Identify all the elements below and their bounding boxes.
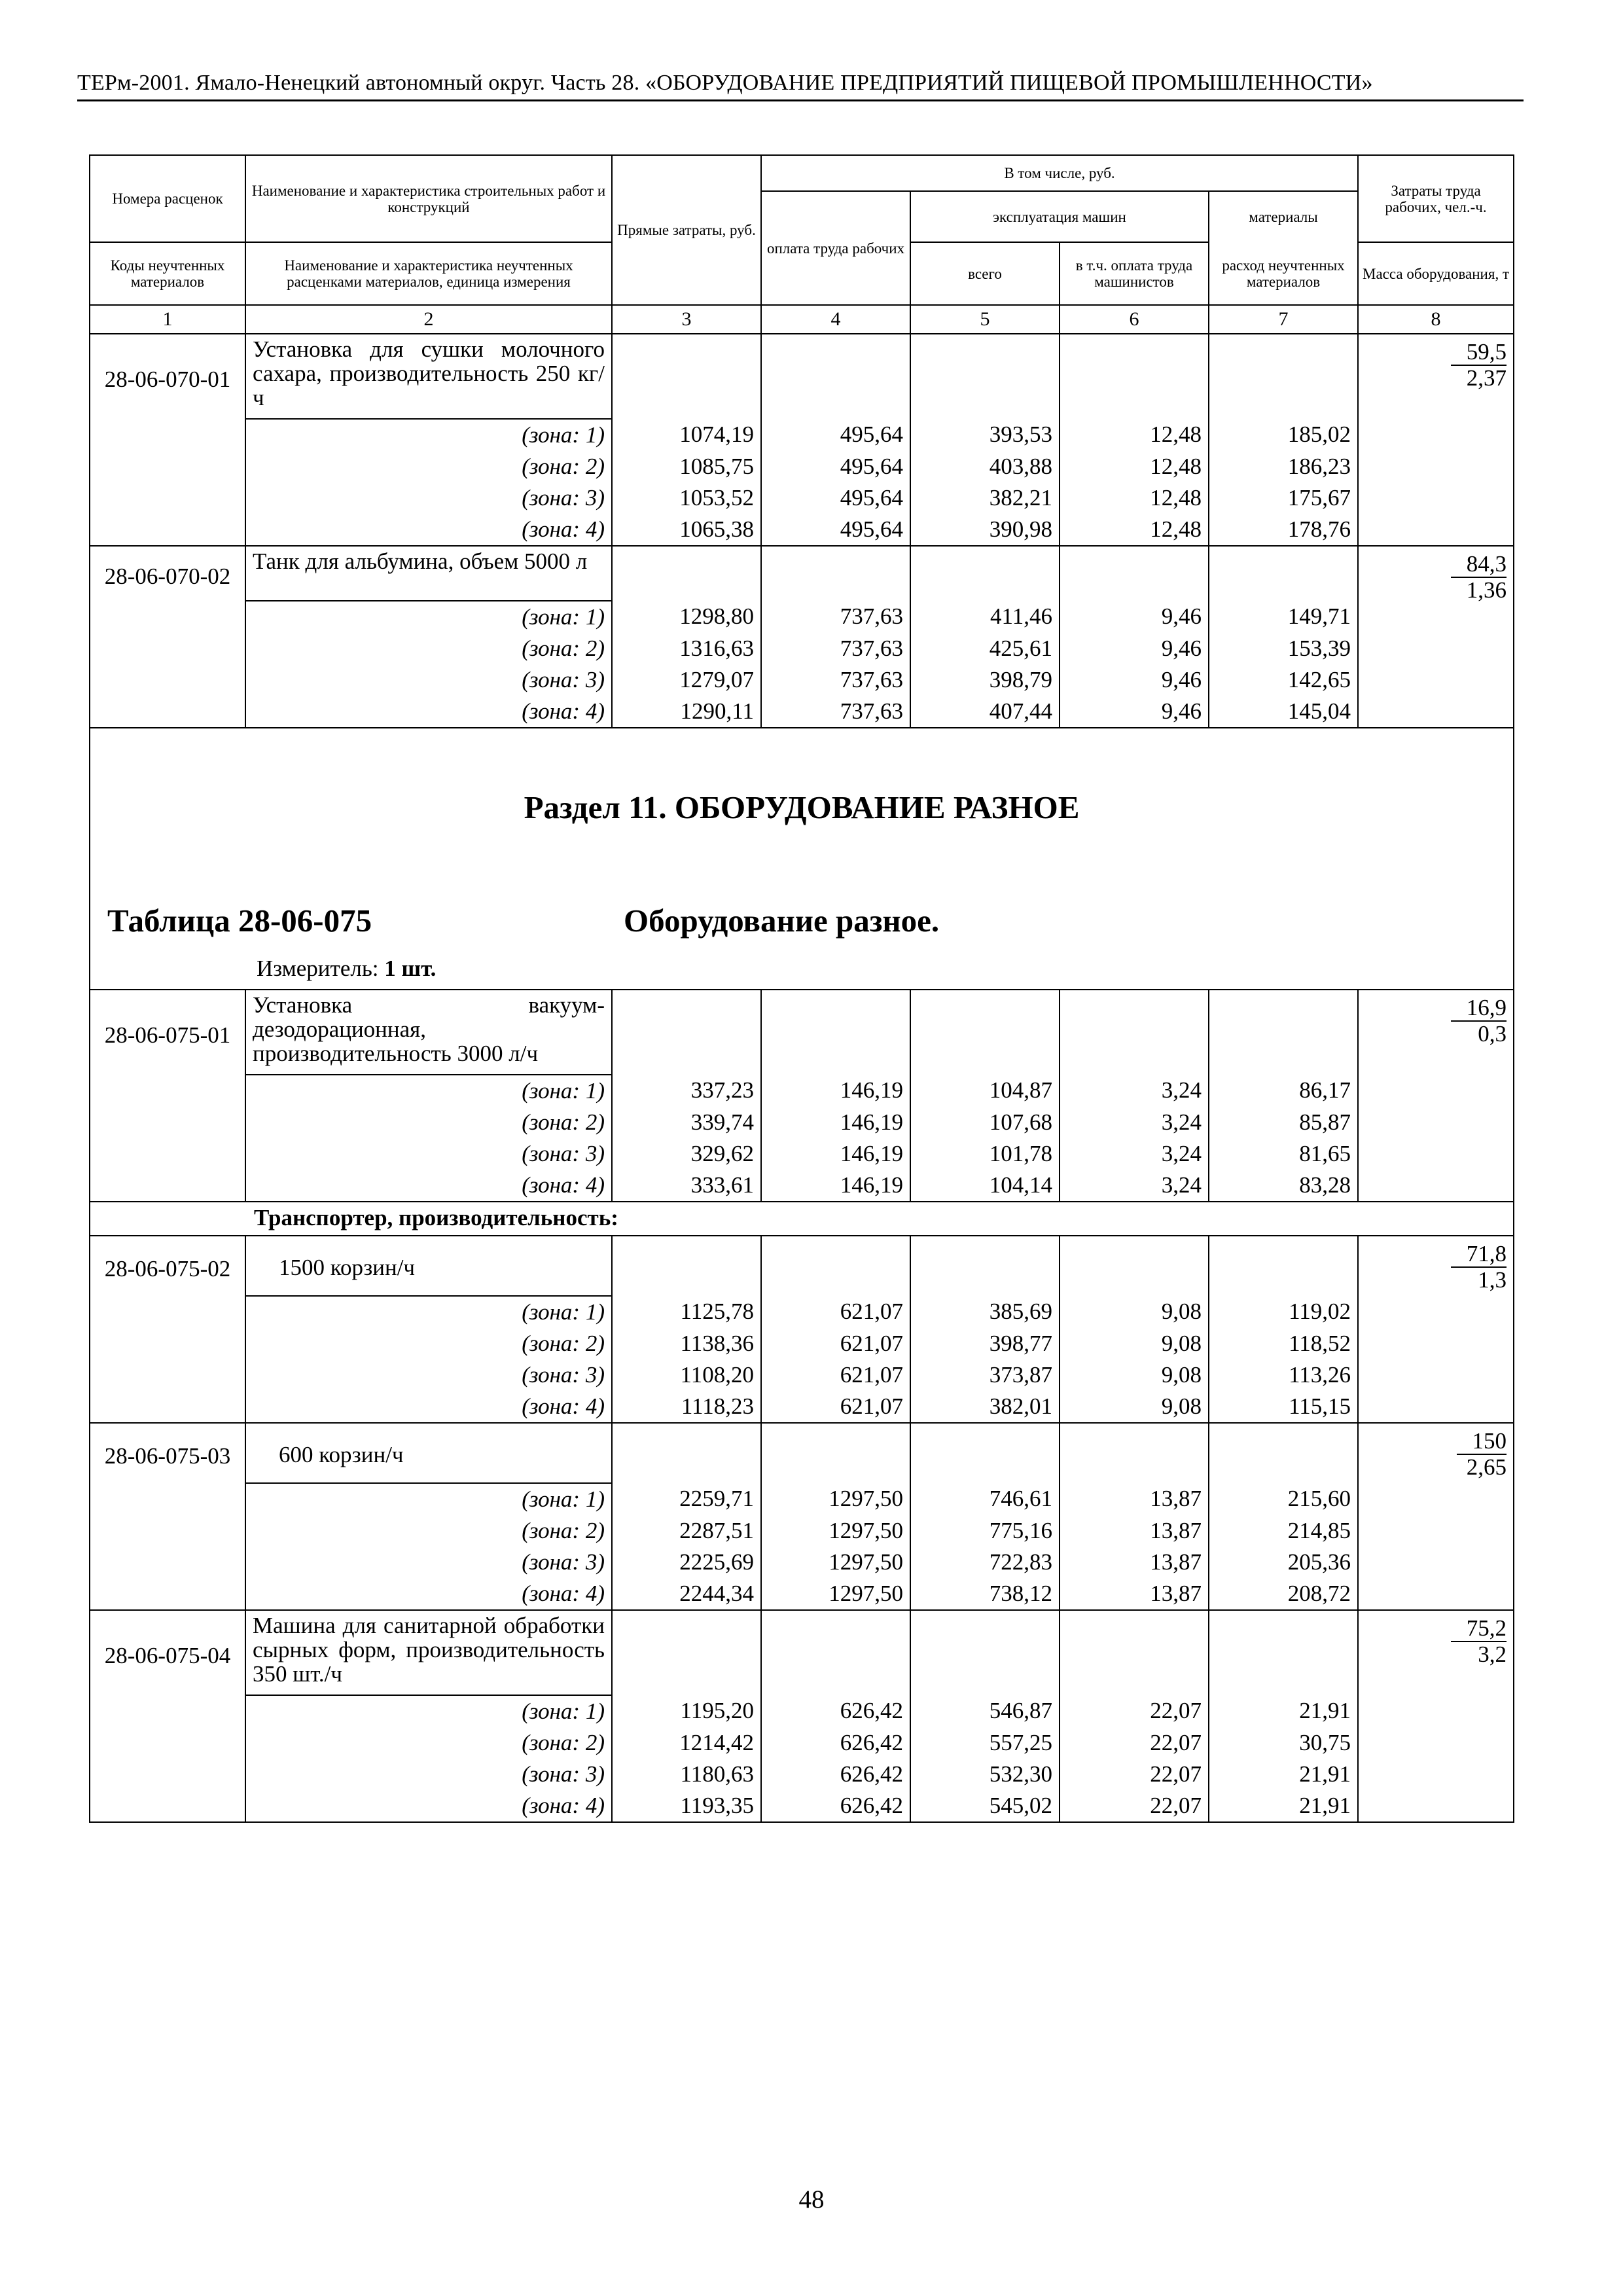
zone-row (90, 633, 1514, 664)
zone-machines-value: 557,25 (910, 1727, 1060, 1759)
zone-row (90, 1759, 1514, 1790)
zone-materials-value: 186,23 (1209, 451, 1358, 482)
rate-blank-cell (612, 334, 761, 419)
rate-blank-cell (1209, 1236, 1358, 1296)
zone-machines-value: 398,79 (910, 664, 1060, 696)
labor-mass-fraction (1457, 1429, 1507, 1480)
zone-wages-value: 626,42 (761, 1727, 910, 1759)
zone-row (90, 1359, 1514, 1391)
zone-label: (зона: 2) (245, 451, 612, 482)
header-material-names: Наименование и характеристика неучтенных расценками материалов, единица измерения (245, 242, 612, 305)
zone-machine-wages-value: 12,48 (1060, 514, 1209, 546)
zone-row (90, 696, 1514, 728)
zone-materials-value: 118,52 (1209, 1328, 1358, 1359)
zone-wages-value: 626,42 (761, 1790, 910, 1822)
zone-wages-value: 495,64 (761, 419, 910, 451)
rate-blank-cell (1060, 546, 1209, 601)
zone-direct-value: 2287,51 (612, 1515, 761, 1547)
zone-machines-value: 104,14 (910, 1170, 1060, 1202)
rate-blank-cell (1060, 1610, 1209, 1695)
zone-materials-value: 185,02 (1209, 419, 1358, 451)
zone-row (90, 1695, 1514, 1727)
rate-blank-cell (1060, 1423, 1209, 1483)
column-number: 2 (245, 305, 612, 334)
rate-name: Танк для альбумина, объем 5000 л (245, 546, 612, 601)
zone-machine-wages-value: 13,87 (1060, 1515, 1209, 1547)
zone-row (90, 482, 1514, 514)
zone-direct-value: 2259,71 (612, 1483, 761, 1515)
zone-machines-value: 373,87 (910, 1359, 1060, 1391)
zone-wages-value: 1297,50 (761, 1578, 910, 1610)
zone-machines-value: 425,61 (910, 633, 1060, 664)
zone-materials-value: 175,67 (1209, 482, 1358, 514)
table-label: Таблица 28-06-075 (107, 903, 372, 939)
zone-machine-wages-value: 22,07 (1060, 1727, 1209, 1759)
header-materials-consumption: расход неучтенных материалов (1209, 242, 1358, 305)
section-title: Раздел 11. ОБОРУДОВАНИЕ РАЗНОЕ (524, 789, 1080, 825)
rate-code: 28-06-070-01 (90, 334, 245, 546)
zone-machine-wages-value: 9,08 (1060, 1296, 1209, 1328)
rate-blank-cell (761, 546, 910, 601)
column-number: 1 (90, 305, 245, 334)
zone-materials-value: 85,87 (1209, 1107, 1358, 1138)
labor-mass-fraction (1451, 1616, 1507, 1667)
zone-machine-wages-value: 12,48 (1060, 451, 1209, 482)
zone-machines-value: 382,21 (910, 482, 1060, 514)
rate-blank-cell (761, 990, 910, 1075)
rate-blank-cell (612, 990, 761, 1075)
zone-direct-value: 1298,80 (612, 601, 761, 633)
zone-materials-value: 86,17 (1209, 1075, 1358, 1107)
zone-label: (зона: 1) (245, 1695, 612, 1727)
measure-label: Измеритель: (257, 956, 379, 981)
zone-label: (зона: 3) (245, 664, 612, 696)
rate-blank-cell (761, 1236, 910, 1296)
zone-direct-value: 1118,23 (612, 1391, 761, 1423)
labor-mass-cell (1358, 1610, 1514, 1822)
zone-direct-value: 1180,63 (612, 1759, 761, 1790)
zone-machines-value: 403,88 (910, 451, 1060, 482)
zone-wages-value: 495,64 (761, 482, 910, 514)
zone-label: (зона: 3) (245, 1359, 612, 1391)
zone-label: (зона: 4) (245, 696, 612, 728)
rate-blank-cell (1209, 1610, 1358, 1695)
zone-machines-value: 382,01 (910, 1391, 1060, 1423)
zone-materials-value: 142,65 (1209, 664, 1358, 696)
zone-row (90, 664, 1514, 696)
zone-materials-value: 145,04 (1209, 696, 1358, 728)
header-wages: оплата труда рабочих (761, 191, 910, 305)
zone-wages-value: 737,63 (761, 696, 910, 728)
zone-machine-wages-value: 9,46 (1060, 601, 1209, 633)
zone-label: (зона: 4) (245, 514, 612, 546)
rate-row (90, 1236, 1514, 1296)
zone-direct-value: 2225,69 (612, 1547, 761, 1578)
zone-direct-value: 1138,36 (612, 1328, 761, 1359)
labor-mass-cell (1358, 1423, 1514, 1610)
zone-wages-value: 737,63 (761, 664, 910, 696)
zone-wages-value: 146,19 (761, 1170, 910, 1202)
rate-blank-cell (761, 334, 910, 419)
zone-label: (зона: 3) (245, 482, 612, 514)
zone-wages-value: 1297,50 (761, 1483, 910, 1515)
rate-blank-cell (1209, 334, 1358, 419)
zone-direct-value: 339,74 (612, 1107, 761, 1138)
rate-code: 28-06-070-02 (90, 546, 245, 728)
zone-row (90, 419, 1514, 451)
zone-machine-wages-value: 9,46 (1060, 696, 1209, 728)
zone-machine-wages-value: 13,87 (1060, 1578, 1209, 1610)
zone-label: (зона: 3) (245, 1547, 612, 1578)
rate-blank-cell (612, 1423, 761, 1483)
zone-wages-value: 1297,50 (761, 1547, 910, 1578)
zone-machine-wages-value: 9,08 (1060, 1391, 1209, 1423)
zone-direct-value: 1279,07 (612, 664, 761, 696)
zone-materials-value: 81,65 (1209, 1138, 1358, 1170)
rate-name: Установка вакуум-дезодорационная, производительность 3000 л/ч (245, 990, 612, 1075)
zone-label: (зона: 2) (245, 1107, 612, 1138)
zone-machines-value: 104,87 (910, 1075, 1060, 1107)
rate-blank-cell (761, 1610, 910, 1695)
zone-row (90, 1170, 1514, 1202)
zone-wages-value: 146,19 (761, 1107, 910, 1138)
zone-label: (зона: 1) (245, 1483, 612, 1515)
zone-machines-value: 411,46 (910, 601, 1060, 633)
labor-mass-fraction (1451, 340, 1507, 391)
zone-label: (зона: 2) (245, 633, 612, 664)
zone-wages-value: 737,63 (761, 633, 910, 664)
zone-row (90, 601, 1514, 633)
rate-blank-cell (1209, 990, 1358, 1075)
zone-wages-value: 621,07 (761, 1296, 910, 1328)
zone-direct-value: 329,62 (612, 1138, 761, 1170)
zone-direct-value: 1074,19 (612, 419, 761, 451)
zone-wages-value: 495,64 (761, 514, 910, 546)
zone-machines-value: 107,68 (910, 1107, 1060, 1138)
rate-blank-cell (910, 334, 1060, 419)
header-material-codes: Коды неучтенных материалов (90, 242, 245, 305)
zone-row (90, 1296, 1514, 1328)
zone-direct-value: 2244,34 (612, 1578, 761, 1610)
group-heading-row (90, 1202, 1514, 1236)
zone-materials-value: 21,91 (1209, 1695, 1358, 1727)
zone-wages-value: 621,07 (761, 1359, 910, 1391)
zone-label: (зона: 2) (245, 1328, 612, 1359)
header-materials: материалы (1209, 191, 1358, 242)
zone-machines-value: 532,30 (910, 1759, 1060, 1790)
zone-direct-value: 1195,20 (612, 1695, 761, 1727)
zone-materials-value: 215,60 (1209, 1483, 1358, 1515)
zone-machine-wages-value: 3,24 (1060, 1107, 1209, 1138)
zone-wages-value: 626,42 (761, 1759, 910, 1790)
zone-row (90, 1391, 1514, 1423)
page-number: 48 (798, 2185, 825, 2214)
zone-row (90, 451, 1514, 482)
rate-name: 600 корзин/ч (245, 1423, 612, 1483)
rate-name: Установка для сушки молочного сахара, производительность 250 кг/ч (245, 334, 612, 419)
zone-direct-value: 1125,78 (612, 1296, 761, 1328)
group-heading: Транспортер, производительность: (90, 1202, 1514, 1236)
zone-wages-value: 626,42 (761, 1695, 910, 1727)
zone-machines-value: 545,02 (910, 1790, 1060, 1822)
zone-wages-value: 146,19 (761, 1075, 910, 1107)
zone-label: (зона: 1) (245, 1296, 612, 1328)
zone-label: (зона: 4) (245, 1170, 612, 1202)
zone-materials-value: 153,39 (1209, 633, 1358, 664)
measure-unit (257, 954, 436, 983)
zone-row (90, 1547, 1514, 1578)
labor-costs-value: 84,3 (1451, 552, 1507, 578)
zone-machines-value: 101,78 (910, 1138, 1060, 1170)
equipment-mass-value: 2,37 (1466, 365, 1507, 391)
zone-machines-value: 407,44 (910, 696, 1060, 728)
rate-code: 28-06-075-04 (90, 1610, 245, 1822)
rate-code: 28-06-075-03 (90, 1423, 245, 1610)
header-machines: эксплуатация машин (910, 191, 1209, 242)
zone-row (90, 1578, 1514, 1610)
zone-machine-wages-value: 12,48 (1060, 482, 1209, 514)
rate-name: Машина для санитарной обработки сырных форм, производительность 350 шт./ч (245, 1610, 612, 1695)
zone-wages-value: 621,07 (761, 1328, 910, 1359)
zone-machine-wages-value: 12,48 (1060, 419, 1209, 451)
zone-machines-value: 390,98 (910, 514, 1060, 546)
zone-machine-wages-value: 9,46 (1060, 664, 1209, 696)
equipment-mass-value: 0,3 (1478, 1021, 1507, 1047)
zone-machines-value: 738,12 (910, 1578, 1060, 1610)
equipment-mass-value: 3,2 (1478, 1641, 1507, 1667)
labor-mass-fraction (1451, 996, 1507, 1047)
zone-machines-value: 393,53 (910, 419, 1060, 451)
section-header-cell (90, 728, 1514, 990)
rate-blank-cell (910, 546, 1060, 601)
zone-materials-value: 113,26 (1209, 1359, 1358, 1391)
zone-wages-value: 495,64 (761, 451, 910, 482)
zone-materials-value: 214,85 (1209, 1515, 1358, 1547)
rate-row (90, 546, 1514, 601)
zone-machines-value: 746,61 (910, 1483, 1060, 1515)
header-equipment-mass: Масса оборудования, т (1358, 242, 1514, 305)
zone-materials-value: 119,02 (1209, 1296, 1358, 1328)
zone-machine-wages-value: 9,08 (1060, 1359, 1209, 1391)
zone-materials-value: 178,76 (1209, 514, 1358, 546)
table-title: Оборудование разное. (624, 903, 940, 939)
column-number: 3 (612, 305, 761, 334)
zone-direct-value: 333,61 (612, 1170, 761, 1202)
rate-blank-cell (612, 1610, 761, 1695)
rate-row (90, 334, 1514, 419)
zone-machine-wages-value: 3,24 (1060, 1075, 1209, 1107)
header-work-name: Наименование и характеристика строительных работ и конструкций (245, 155, 612, 242)
zone-label: (зона: 4) (245, 1578, 612, 1610)
rate-blank-cell (1060, 334, 1209, 419)
zone-direct-value: 1193,35 (612, 1790, 761, 1822)
zone-row (90, 1515, 1514, 1547)
zone-materials-value: 205,36 (1209, 1547, 1358, 1578)
zone-direct-value: 1053,52 (612, 482, 761, 514)
labor-mass-cell (1358, 1236, 1514, 1423)
zone-direct-value: 337,23 (612, 1075, 761, 1107)
zone-machine-wages-value: 9,46 (1060, 633, 1209, 664)
column-number: 8 (1358, 305, 1514, 334)
zone-materials-value: 30,75 (1209, 1727, 1358, 1759)
rate-name: 1500 корзин/ч (245, 1236, 612, 1296)
zone-label: (зона: 1) (245, 419, 612, 451)
rate-row (90, 1423, 1514, 1483)
header-including: В том числе, руб. (761, 155, 1358, 191)
zone-row (90, 1075, 1514, 1107)
zone-materials-value: 21,91 (1209, 1759, 1358, 1790)
labor-costs-value: 16,9 (1451, 996, 1507, 1022)
zone-machines-value: 385,69 (910, 1296, 1060, 1328)
rate-blank-cell (761, 1423, 910, 1483)
labor-mass-fraction (1451, 1242, 1507, 1293)
header-machines-wages: в т.ч. оплата труда машинистов (1060, 242, 1209, 305)
zone-wages-value: 621,07 (761, 1391, 910, 1423)
zone-direct-value: 1214,42 (612, 1727, 761, 1759)
zone-row (90, 1138, 1514, 1170)
labor-costs-value: 150 (1457, 1429, 1507, 1455)
rate-blank-cell (1209, 1423, 1358, 1483)
zone-row (90, 1727, 1514, 1759)
header-labor-costs: Затраты труда рабочих, чел.-ч. (1358, 155, 1514, 242)
zone-machines-value: 398,77 (910, 1328, 1060, 1359)
rate-row (90, 1610, 1514, 1695)
rate-blank-cell (910, 990, 1060, 1075)
zone-machine-wages-value: 13,87 (1060, 1547, 1209, 1578)
zone-wages-value: 146,19 (761, 1138, 910, 1170)
equipment-mass-value: 2,65 (1466, 1454, 1507, 1480)
zone-direct-value: 1108,20 (612, 1359, 761, 1391)
zone-row (90, 1790, 1514, 1822)
column-numbers-row (90, 305, 1514, 334)
zone-materials-value: 208,72 (1209, 1578, 1358, 1610)
zone-wages-value: 1297,50 (761, 1515, 910, 1547)
header-machines-total: всего (910, 242, 1060, 305)
column-number: 5 (910, 305, 1060, 334)
column-number: 4 (761, 305, 910, 334)
zone-materials-value: 115,15 (1209, 1391, 1358, 1423)
labor-mass-cell (1358, 546, 1514, 728)
zone-row (90, 1107, 1514, 1138)
rate-blank-cell (910, 1423, 1060, 1483)
rate-blank-cell (1209, 546, 1358, 601)
zone-label: (зона: 3) (245, 1759, 612, 1790)
zone-label: (зона: 4) (245, 1790, 612, 1822)
header-direct-costs: Прямые затраты, руб. (612, 155, 761, 305)
zone-wages-value: 737,63 (761, 601, 910, 633)
zone-machine-wages-value: 22,07 (1060, 1759, 1209, 1790)
column-number: 6 (1060, 305, 1209, 334)
zone-row (90, 514, 1514, 546)
zone-label: (зона: 3) (245, 1138, 612, 1170)
zone-label: (зона: 2) (245, 1727, 612, 1759)
labor-costs-value: 75,2 (1451, 1616, 1507, 1642)
zone-machine-wages-value: 9,08 (1060, 1328, 1209, 1359)
section-row (90, 728, 1514, 990)
zone-machines-value: 775,16 (910, 1515, 1060, 1547)
zone-label: (зона: 1) (245, 1075, 612, 1107)
zone-materials-value: 21,91 (1209, 1790, 1358, 1822)
rate-row (90, 990, 1514, 1075)
zone-materials-value: 83,28 (1209, 1170, 1358, 1202)
zone-direct-value: 1085,75 (612, 451, 761, 482)
zone-machines-value: 722,83 (910, 1547, 1060, 1578)
rate-blank-cell (1060, 990, 1209, 1075)
zone-machine-wages-value: 13,87 (1060, 1483, 1209, 1515)
rate-code: 28-06-075-01 (90, 990, 245, 1202)
rate-blank-cell (1060, 1236, 1209, 1296)
rate-blank-cell (612, 546, 761, 601)
labor-mass-cell (1358, 990, 1514, 1202)
measure-value: 1 шт. (384, 956, 437, 981)
header-rate-numbers: Номера расценок (90, 155, 245, 242)
zone-machine-wages-value: 22,07 (1060, 1790, 1209, 1822)
zone-label: (зона: 4) (245, 1391, 612, 1423)
labor-mass-cell (1358, 334, 1514, 546)
zone-direct-value: 1065,38 (612, 514, 761, 546)
labor-costs-value: 71,8 (1451, 1242, 1507, 1268)
labor-mass-fraction (1451, 552, 1507, 603)
rate-blank-cell (910, 1610, 1060, 1695)
zone-label: (зона: 2) (245, 1515, 612, 1547)
labor-costs-value: 59,5 (1451, 340, 1507, 366)
rates-table (89, 154, 1514, 1823)
zone-machines-value: 546,87 (910, 1695, 1060, 1727)
equipment-mass-value: 1,3 (1478, 1267, 1507, 1293)
column-number: 7 (1209, 305, 1358, 334)
equipment-mass-value: 1,36 (1466, 577, 1507, 603)
rate-blank-cell (910, 1236, 1060, 1296)
rate-code: 28-06-075-02 (90, 1236, 245, 1423)
zone-machine-wages-value: 3,24 (1060, 1170, 1209, 1202)
zone-row (90, 1328, 1514, 1359)
zone-machine-wages-value: 3,24 (1060, 1138, 1209, 1170)
zone-machine-wages-value: 22,07 (1060, 1695, 1209, 1727)
zone-row (90, 1483, 1514, 1515)
zone-direct-value: 1316,63 (612, 633, 761, 664)
zone-label: (зона: 1) (245, 601, 612, 633)
zone-direct-value: 1290,11 (612, 696, 761, 728)
zone-materials-value: 149,71 (1209, 601, 1358, 633)
rate-blank-cell (612, 1236, 761, 1296)
running-head: ТЕРм-2001. Ямало-Ненецкий автономный округ. Часть 28. «ОБОРУДОВАНИЕ ПРЕДПРИЯТИЙ ПИЩЕВОЙ ПРОМЫШЛЕННОСТИ» (77, 71, 1524, 101)
